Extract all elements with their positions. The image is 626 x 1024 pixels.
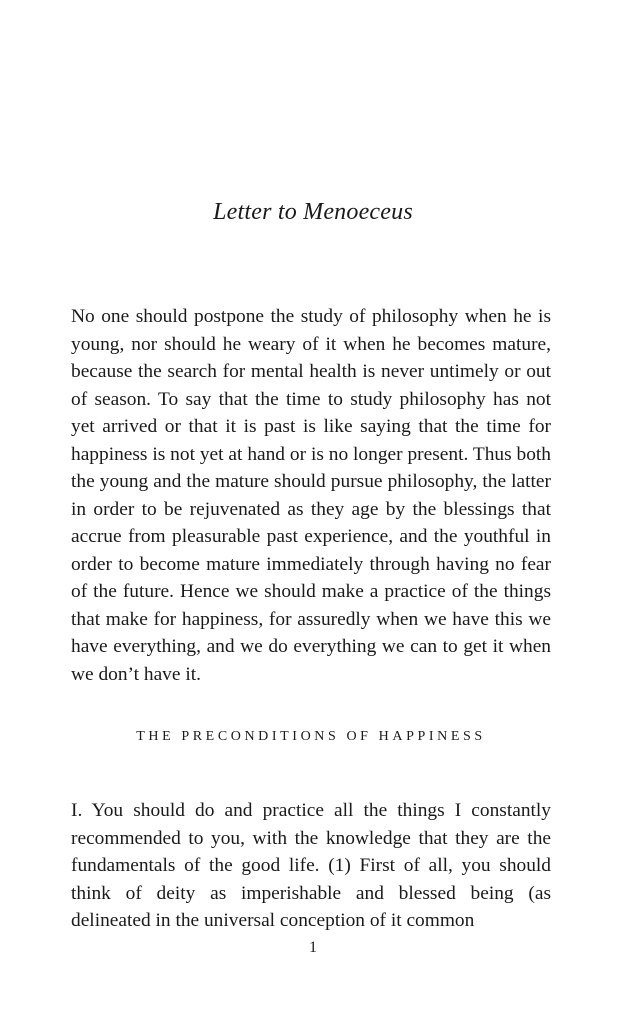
page-number: 1 [309, 939, 317, 956]
body-paragraph-2: I. You should do and practice all the things I constantly recommended to you, with the knowledge that they are the fundamentals of the good life. (1) First of all, you should think of deity as imperishable and blessed being (as delineated in the universal conception of it common [71, 800, 551, 932]
section-heading: THE PRECONDITIONS OF HAPPINESS [136, 729, 486, 744]
chapter-title: Letter to Menoeceus [213, 199, 413, 225]
body-paragraph-1: No one should postpone the study of philosophy when he is young, nor should he weary of it when he becomes mature, because the search for mental health is never untimely or out of season. To say that the time to study philosophy has not yet arrived or that it is past is like saying that the time for happiness is not yet at hand or is no longer present. Thus both the young and the mature should pursue philosophy, the latter in order to be rejuvenated as they age by the blessings that accrue from pleasurable past experience, and the youthful in order to become mature immediately through having no fear of the future. Hence we should make a practice of the things that make for happiness, for assuredly when we have this we have everything, and we do everything we can to get it when we don’t have it. [71, 306, 551, 685]
